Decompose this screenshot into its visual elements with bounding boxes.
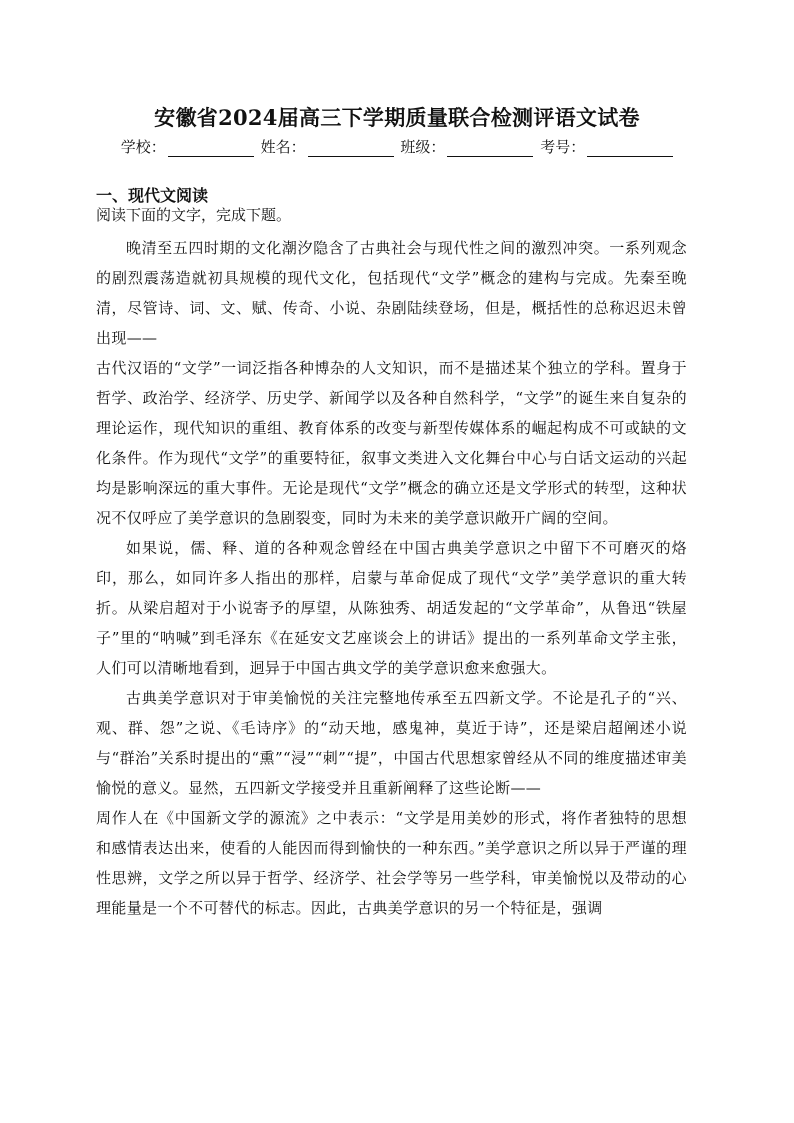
name-field bbox=[261, 136, 394, 157]
exam-number-blank[interactable] bbox=[587, 141, 673, 157]
passage-paragraph-3: 如果说，儒、释、道的各种观念曾经在中国古典美学意识之中留下不可磨灭的烙印，那么，如同许多人指出的那样，启蒙与革命促成了现代“文学”美学意识的重大转折。从梁启超对于小说寄予的厚望，从陈独秀、胡适发起的“文学革命”，从鲁迅“铁屋子”里的“呐喊”到毛泽东《在延安文艺座谈会上的讲话》提出的一系列革命文学主张，人们可以清晰地看到，迥异于中国古典文学的美学意识愈来愈强大。 bbox=[96, 539, 687, 677]
class-label: 班级： bbox=[400, 138, 446, 156]
reading-passage bbox=[96, 233, 687, 923]
passage-paragraph-1: 晚清至五四时期的文化潮汐隐含了古典社会与现代性之间的激烈冲突。一系列观念的剧烈震荡造就初具规模的现代文化，包括现代“文学”概念的建构与完成。先秦至晚清，尽管诗、词、文、赋、传奇、小说、杂剧陆续登场，但是，概括性的总称迟迟未曾出现—— bbox=[96, 239, 687, 347]
name-label: 姓名： bbox=[260, 138, 306, 156]
school-field bbox=[121, 136, 254, 157]
passage-paragraph-5: 周作人在《中国新文学的源流》之中表示：“文学是用美妙的形式，将作者独特的思想和感情表达出来，使看的人能因而得到愉快的一种东西。”美学意识之所以异于严谨的理性思辨，文学之所以异于哲学、经济学、社会学等另一些学科，审美愉悦以及带动的心理能量是一个不可替代的标志。因此，古典美学意识的另一个特征是，强调 bbox=[96, 809, 687, 917]
exam-number-field bbox=[540, 136, 673, 157]
name-blank[interactable] bbox=[308, 141, 394, 157]
student-info-line bbox=[0, 136, 794, 157]
passage-paragraph-4: 古典美学意识对于审美愉悦的关注完整地传承至五四新文学。不论是孔子的“兴、观、群、怨”之说、《毛诗序》的“动天地，感鬼神，莫近于诗”，还是梁启超阐述小说与“群治”关系时提出的“熏”“浸”“刺”“提”，中国古代思想家曾经从不同的维度描述审美愉悦的意义。显然，五四新文学接受并且重新阐释了这些论断—— bbox=[96, 689, 687, 797]
document-title: 安徽省2024届高三下学期质量联合检测评语文试卷 bbox=[154, 105, 640, 130]
section-heading: 一、现代文阅读 bbox=[96, 186, 209, 205]
class-field bbox=[400, 136, 533, 157]
exam-number-label: 考号： bbox=[540, 138, 586, 156]
school-blank[interactable] bbox=[168, 141, 254, 157]
passage-paragraph-2: 古代汉语的“文学”一词泛指各种博杂的人文知识，而不是描述某个独立的学科。置身于哲学、政治学、经济学、历史学、新闻学以及各种自然科学，“文学”的诞生来自复杂的理论运作，现代知识的重组、教育体系的改变与新型传媒体系的崛起构成不可或缺的文化条件。作为现代“文学”的重要特征，叙事文类进入文化舞台中心与白话文运动的兴起均是影响深远的重大事件。无论是现代“文学”概念的确立还是文学形式的转型，这种状况不仅呼应了美学意识的急剧裂变，同时为未来的美学意识敞开广阔的空间。 bbox=[96, 359, 687, 527]
class-blank[interactable] bbox=[447, 141, 533, 157]
reading-instruction: 阅读下面的文字，完成下题。 bbox=[96, 206, 292, 224]
school-label: 学校： bbox=[120, 138, 166, 156]
